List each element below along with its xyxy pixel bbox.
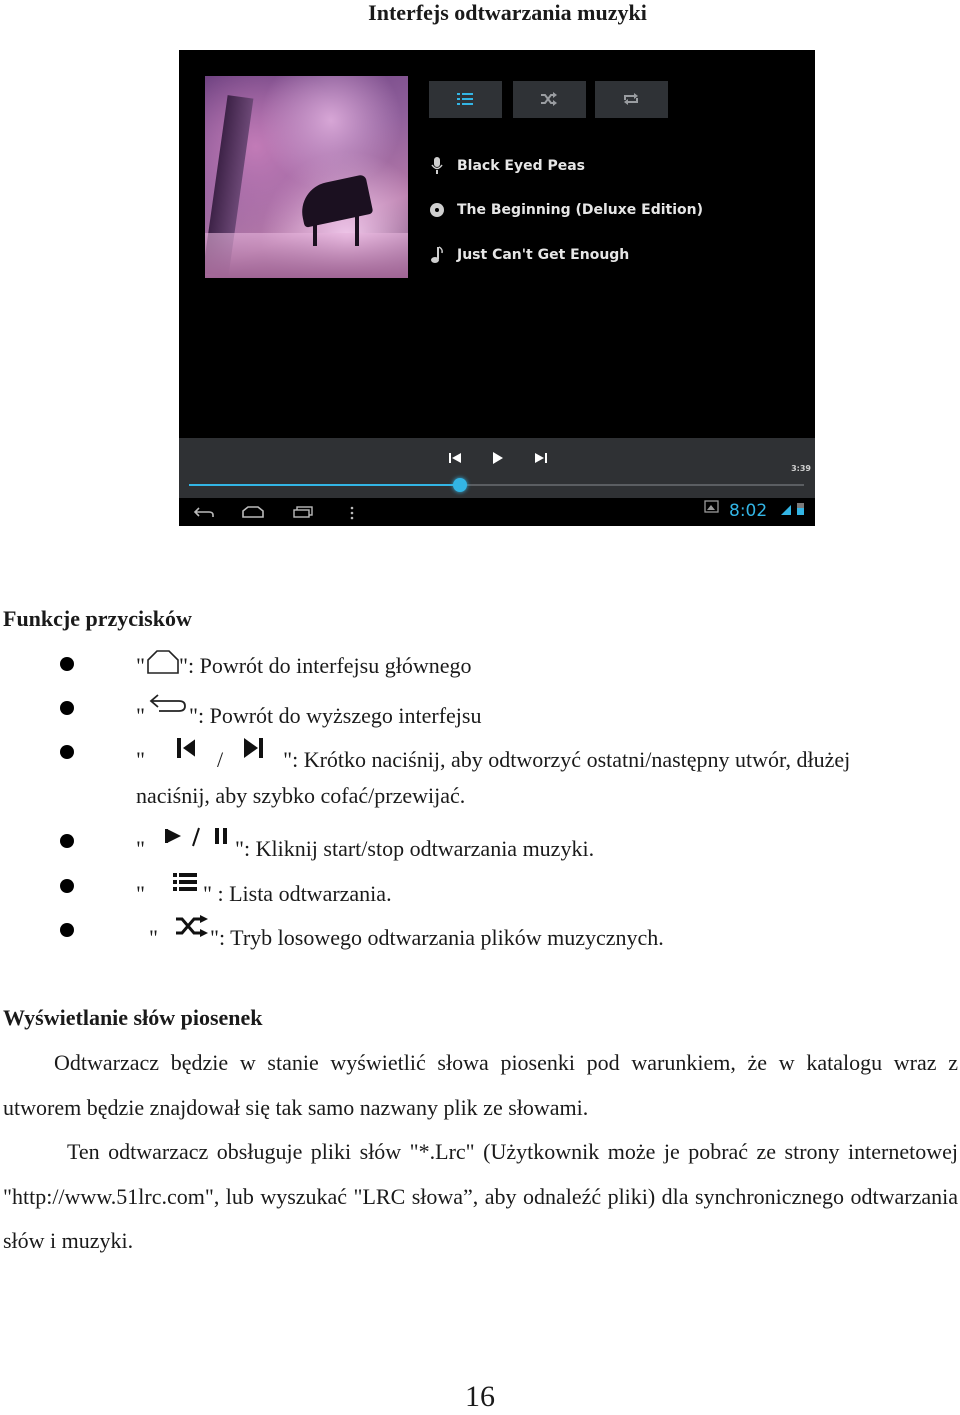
lyrics-heading: Wyświetlanie słów piosenek [3,1005,263,1030]
status-clock: 8:02 [729,501,768,521]
playlist-description: " : Lista odtwarzania. [202,881,392,906]
disc-icon [429,201,445,219]
shuffle-button[interactable] [513,81,586,118]
bullet [60,657,74,671]
album-name: The Beginning (Deluxe Edition) [457,202,704,218]
system-navbar [179,498,815,526]
play-pause-icon [145,826,235,852]
lyrics-paragraph-2: Ten odtwarzacz obsługuje pliki słów "*.Lrc" (Użytkownik może je pobrać ze strony internetowej "http://www.51lrc.com", lub wyszukać "LRC słowa”, aby odnaleźć pliki) dla synchronicznego odtwarzania słów i muzyki. [3,1139,958,1253]
bullet [60,834,74,848]
back-icon[interactable] [193,506,215,518]
track-duration: 3:39 [791,464,811,473]
previous-icon [145,737,195,763]
prev-next-description-cont: naciśnij, aby szybko cofać/przewijać. [136,783,466,808]
list-item-play-pause: " ": Kliknij start/stop odtwarzania muzyki. [136,826,594,863]
music-player-screenshot [179,50,815,526]
previous-track-icon[interactable] [445,450,465,466]
album-art [205,76,408,278]
list-item-prev-next: " / ": Krótko naciśnij, aby odtworzyć ostatni/następny utwór, dłużej [136,737,850,774]
menu-icon[interactable] [349,506,355,520]
play-pause-description: ": Kliknij start/stop odtwarzania muzyki. [234,836,595,861]
microphone-icon [429,157,445,175]
page-title: Interfejs odtwarzania muzyki [368,0,647,25]
back-description: ": Powrót do wyższego interfejsu [188,703,482,728]
list-item-home: " ": Powrót do interfejsu głównego [136,649,471,680]
playlist-button[interactable] [429,81,502,118]
music-note-icon [429,246,445,264]
lyrics-paragraph-1: Odtwarzacz będzie w stanie wyświetlić słowa piosenki pod warunkiem, że w katalogu wraz z utworem będzie znajdował się tak samo nazwany plik ze słowami. [3,1050,958,1120]
bullet [60,923,74,937]
recent-apps-icon[interactable] [292,506,314,518]
back-arrow-icon [145,693,189,717]
slash-separator: / [216,747,224,772]
list-item-shuffle: " ": Tryb losowego odtwarzania plików muzycznych. [149,915,664,952]
next-icon [241,737,269,763]
gallery-notification-icon [704,500,720,514]
prev-next-description: ": Krótko naciśnij, aby odtworzyć ostatni/następny utwór, dłużej [283,747,851,772]
home-description: ": Powrót do interfejsu głównego [178,653,472,678]
list-item-playlist: " " : Lista odtwarzania. [136,871,392,908]
home-outline-icon [145,649,179,675]
shuffle-icon [541,92,557,106]
signal-battery-icon [779,501,807,517]
play-icon[interactable] [487,450,507,466]
list-icon [145,871,203,897]
seek-bar-fill [189,484,460,486]
bullet [60,745,74,759]
seek-bar-thumb[interactable] [453,478,467,492]
shuffle-description: ": Tryb losowego odtwarzania plików muzycznych. [209,925,664,950]
list-item-back: " ": Powrót do wyższego interfejsu [136,693,481,730]
bullet [60,701,74,715]
repeat-icon [623,92,639,106]
artist-name: Black Eyed Peas [457,158,586,174]
page-number: 16 [465,1380,495,1413]
home-icon[interactable] [241,506,265,518]
list-icon [457,92,473,106]
repeat-button[interactable] [595,81,668,118]
track-name: Just Can't Get Enough [457,247,630,263]
playback-controls [179,438,815,498]
next-track-icon[interactable] [531,450,551,466]
shuffle-icon [158,915,210,941]
functions-heading: Funkcje przycisków [3,606,192,631]
bullet [60,879,74,893]
